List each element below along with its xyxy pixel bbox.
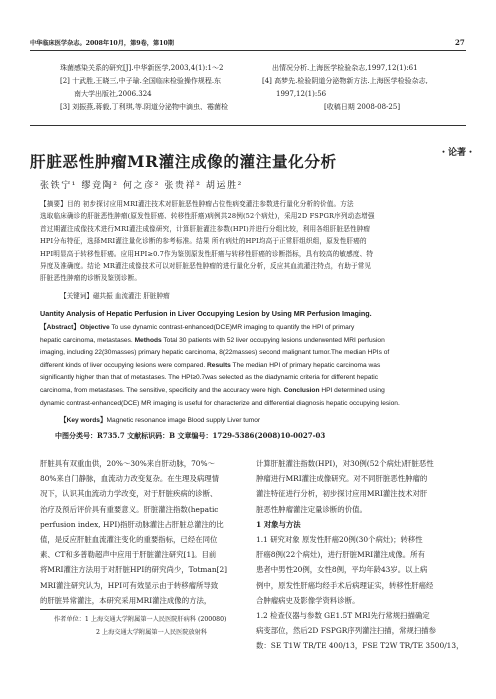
keywords-cn: 【关键词】磁共振 血流灌注 肝脏肿瘤 [60, 292, 170, 300]
section-heading: 1 对象与方法 [256, 519, 301, 529]
abstract-en-text: hepatic carcinoma, metastases. [40, 336, 135, 344]
keywords-en-label: 【Key words】 [60, 417, 107, 424]
reference-line: 出情况分析.上海医学检验杂志,1997,12(1):61 [272, 64, 418, 72]
footnote-affiliation-1: 作者单位：1 上海交通大学附属第一人民医院肝病科 (200080) [54, 616, 227, 623]
body-line: 1.2 检查仪器与参数 GE1.5T MRI先行常规扫描确定 [256, 611, 430, 621]
english-title: Uantity Analysis of Hepatic Perfusion in Liver Occupying Lesion by Using MR Perfusion Imaging. [40, 309, 372, 318]
abstract-en-line [40, 360, 454, 373]
body-line: 病变部位，然后2D FSPGR序列灌注扫描，常规扫描参 [256, 626, 437, 636]
keywords-en-text: Magnetic resonance image Blood supply Liver tumor [106, 417, 261, 424]
abstract-line: 肝脏恶性肿瘤的诊断及鉴别诊断。 [40, 274, 142, 283]
body-line: 值，是反应肝脏血流灌注变化的重要指标，已经在同位 [40, 535, 218, 545]
article-title: 肝脏恶性肿瘤MR灌注成像的灌注量化分析 [30, 152, 337, 171]
body-line: 灌注特征进行分析，初步探讨应用MRI灌注技术对肝 [256, 489, 428, 499]
section-rule [30, 125, 466, 126]
footnote-affiliation-2: 2 上海交通大学附属第一人民医院放射科 [96, 629, 208, 636]
abstract-en-text: Total 30 patients with 52 liver occupying lesions underwented MRI perfusion [161, 336, 385, 344]
reference-line: 1997,12(1):56 [276, 90, 327, 98]
abstract-line: 选取临床确诊的肝脏恶性肿瘤(原发性肝癌、转移性肝癌)病例共28例(52个病灶)，采用2D FSPGR序列动态增强 [40, 212, 375, 221]
body-column-left [40, 456, 227, 608]
abstract-en-line: imaging, including 22(30masses) primary hepatic carcinoma, 8(22masses) second malignant tumor.The median HPIs of [40, 349, 390, 357]
references-right [262, 62, 428, 114]
classification-meta: 中图分类号：R735.7 文献标识码：B 文章编号：1729-5386(2008)10-0027-03 [55, 431, 326, 440]
abstract-en-text: To use dynamic contrast-enhanced(DCE)MR imaging to quantify the HPI of primary [109, 324, 355, 331]
abstract-en-line: significantly higher than that of metastases. The HPI≥0.7was selected as the diadynamic criteria for different hepatic [40, 374, 379, 382]
body-line: 患者中男性20例，女性8例，平均年龄43岁。以上病 [256, 565, 428, 575]
body-line: 计算肝脏灌注指数(HPI)，对30例(52个病灶)肝脏恶性 [256, 459, 434, 468]
references-left [60, 62, 228, 114]
body-line: 的肝脏异常灌注，本研究采用MRI灌注成像的方法， [40, 595, 212, 605]
abstract-en-line [40, 385, 454, 398]
methods-label: Methods [134, 336, 162, 344]
abstract-en-text: carcinoma, from metastases. The sensitive, specificity and the accuracy were high. [40, 386, 284, 394]
body-line: 80%来自门静脉，血流动力改变复杂。在生理及病理情 [40, 474, 220, 484]
abstract-line: HPI明显高于转移性肝癌。应用HPI≥0.7作为鉴别原发性肝癌与转移性肝癌的诊断指标，具有较高的敏感度、特 [40, 249, 374, 258]
abstract-line: 【摘要】目的 初步探讨应用MRI灌注技术对肝脏恶性肿瘤占位性病变灌注参数进行量化分析的价值。方法 [40, 200, 354, 208]
body-line: 况下，认识其血流动力学改变，对于肝脏疾病的诊断、 [40, 489, 218, 499]
abstract-cn [40, 198, 454, 285]
footnote-rule [40, 609, 190, 610]
body-line: 1.1 研究对象 原发性肝癌20例(30个病灶)；转移性 [256, 535, 423, 545]
body-line: 将MRI灌注方法用于对肝脏HPI的研究尚少，Totman[2] [40, 565, 228, 575]
body-line: 素、CT和多普勒超声中应用于肝脏灌注研究[1]。目前 [40, 550, 217, 560]
body-line: 数：SE T1W TR/TE 400/13，FSE T2W TR/TE 3500/13， [256, 641, 464, 651]
abstract-en-line: dynamic contrast-enhanced(DCE) MR imaging is useful for characterize and differential diagnosis hepatic occupying lesion. [40, 399, 400, 407]
abstract-en-text: The median HPI of primary hepatic carcinoma was [230, 361, 381, 369]
abstract-en-line [40, 335, 454, 348]
header-rule [30, 50, 466, 51]
body-line: 肿瘤进行MRI灌注成像研究。对不同肝脏恶性肿瘤的 [256, 474, 428, 484]
abstract-en-text: different kinds of liver occupying lesions were compared. [40, 361, 208, 369]
body-line: 肝癌8例(22个病灶)，进行肝脏MRI灌注成像。所有 [256, 550, 425, 560]
keywords-en [60, 414, 260, 424]
reference-line: [4] 高梦先.检验阴道分泌物新方法.上海医学检验杂志, [262, 77, 428, 85]
authors: 张铁宁¹ 缪竞陶² 何之彦² 张贵祥² 胡运胜² [40, 181, 243, 191]
received-date: [收稿日期 2008-08-25] [324, 103, 401, 111]
body-column-right [256, 456, 463, 654]
reference-line: 南大学出版社,2006.324 [74, 90, 152, 98]
conclusion-label: Conclusion [283, 386, 320, 394]
body-line: 脏恶性肿瘤灌注定量诊断的价值。 [256, 504, 367, 514]
abstract-line: 异度及准确度。结论 MR灌注成像技术可以对肝脏恶性肿瘤的进行量化分析，反应其血流灌注特点，有助于常见 [40, 262, 372, 271]
reference-line: 珠菌感染关系的研究[J].中华新医学,2003,4(1):1～2 [60, 64, 224, 72]
abstract-label: 【Abstract】Objective [40, 324, 110, 331]
abstract-en [40, 322, 454, 410]
body-line: 肝脏具有双重血供，20%～30%来自肝动脉，70%～ [40, 459, 215, 468]
reference-line: [3] 刘振燕,蒋毅,丁利琪,等.阴道分泌物中滴虫、霉菌检 [60, 103, 229, 111]
body-line: MRI灌注研究认为，HPI可有效显示由于转移瘤所导致 [40, 580, 219, 590]
column-tag: ・论著・ [439, 148, 476, 158]
journal-header: 中华临床医学杂志。2008年10月，第9卷，第10期 [30, 40, 174, 47]
body-line: 治疗及预后评价具有重要意义。肝脏灌注指数(hepatic [40, 504, 219, 514]
body-line: 例中，原发性肝癌均经手术后病理证实，转移性肝癌经 [256, 580, 434, 590]
abstract-line: 首过期灌注成像技术进行MRI灌注成像研究，计算肝脏灌注参数(HPI)并进行分组比较，利用各组肝脏恶性肿瘤 [40, 224, 371, 233]
body-line: perfusion index, HPI)指肝动脉灌注占肝脏总灌注的比 [40, 519, 224, 529]
body-line: 合肿瘤病史及影像学资料诊断。 [256, 595, 360, 605]
results-label: Results [207, 361, 231, 369]
page-number: 27 [455, 38, 465, 47]
abstract-line: HPI分布特征，选择MRI灌注量化诊断的参考标准。结果 所有病灶的HPI均高于正常肝组织组，原发性肝癌的 [40, 237, 367, 246]
reference-line: [2] 十武胜,王晓三,中子瑜.全国临床检验操作规程.东 [60, 77, 222, 85]
abstract-en-line [40, 322, 454, 335]
abstract-en-text: HPI determined using [319, 386, 385, 394]
